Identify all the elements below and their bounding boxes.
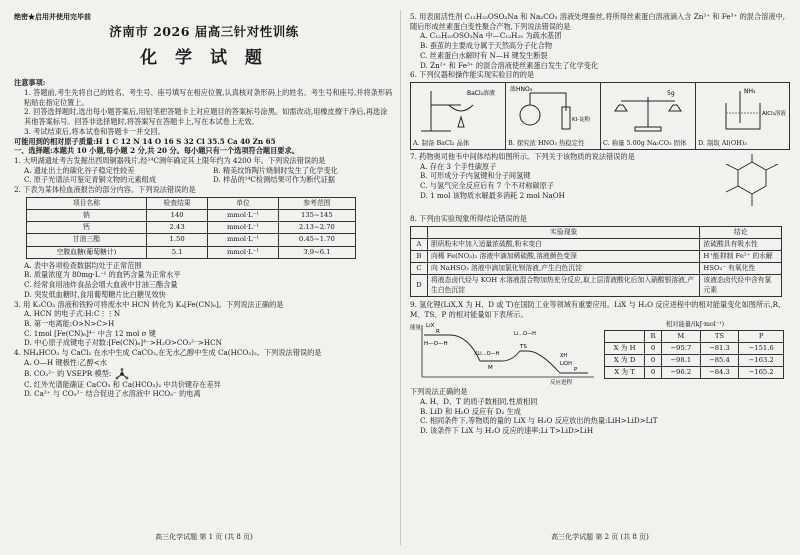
table-cell: 5.1 (146, 246, 207, 258)
table-cell: −163.2 (739, 355, 784, 367)
vsepr-trigonal-planar-icon (114, 368, 130, 380)
table-cell: 1.50 (146, 234, 207, 246)
q3-option-d: D. 中心原子成键电子对数:[Fe(CN)₆]⁴⁻>H₂O>CO₃²⁻>HCN (24, 338, 222, 348)
label-m: M (488, 365, 493, 372)
q5-option-a: A. C₁₂H₂₅OSO₃Na 中—C₁₂H₂₅ 为疏水基团 (420, 31, 562, 41)
q1-option-b: B. 精美纹饰陶片烧制时发生了化学变化 (213, 165, 338, 175)
table-cell: 向 NaHSO₃ 溶液中滴加氯化钡溶液,产生白色沉淀 (428, 263, 700, 275)
table-header: R (645, 330, 662, 342)
table-header: 单位 (208, 197, 278, 209)
table-cell: 该液态卤代烃中含有氯元素 (700, 275, 782, 296)
q9-stem: 9. 氢化锂(LiX,X 为 H、D 或 T)在国防工业等领域有重要应用。LiX 与 H₂O 反应进程中的相对能量变化如图所示,R、M、TS、P 的相对能量如下表所示。 (410, 299, 786, 319)
label-r: R (436, 329, 440, 336)
label-water: H—O—H (424, 341, 448, 348)
table-cell: 空腹血糖(葡萄糖计) (27, 246, 147, 258)
table-row (27, 210, 356, 222)
balance-icon (601, 83, 695, 135)
table-header: 检查结果 (146, 197, 207, 209)
confidential-mark: 绝密★启用并使用完毕前 (14, 12, 91, 21)
apparatus-c (601, 83, 696, 149)
page-2 (410, 12, 790, 542)
table-row (605, 342, 784, 354)
q2-option-a: A. 表中各项检查数据均处于正常范围 (24, 260, 142, 270)
table-row (605, 355, 784, 367)
q2-option-b: B. 质量浓度为 80mg·L⁻¹ 的血钙含量为正常水平 (24, 270, 181, 280)
table-cell: 0 (645, 342, 662, 354)
table-header-row (27, 197, 356, 209)
q1-option-c: C. 原子光谱法可鉴定青铜文物的元素组成 (24, 175, 157, 185)
q2-option-c: C. 经常食用油炸食品会增大血液中甘油三酯含量 (24, 280, 178, 290)
oseltamivir-intermediate-structure (708, 152, 786, 214)
table-cell: X 为 H (605, 342, 645, 354)
table-cell: 钠 (27, 210, 147, 222)
table-header: 参考范围 (278, 197, 355, 209)
table-cell: mmol·L⁻¹ (208, 210, 278, 222)
q5-option-b: B. 蚕茧的主要成分属于天然高分子化合物 (420, 41, 553, 51)
table-cell: mmol·L⁻¹ (208, 246, 278, 258)
label-lioh: LiOH (560, 361, 572, 368)
table-header-row (605, 330, 784, 342)
table-cell: −85.4 (700, 355, 739, 367)
q5-option-d: D. Zn²⁺ 和 Fe³⁺ 的混合溶液使丝素蛋白发生了化学变化 (420, 60, 599, 70)
table-cell: D (411, 275, 428, 296)
q1-option-d: D. 样品的¹⁴C检测结果可作为断代证据 (213, 175, 335, 185)
table-header (605, 330, 645, 342)
subject-title: 化 学 试 题 (140, 48, 268, 69)
table-cell: X 为 D (605, 355, 645, 367)
label-hno3: 浓HNO₃ (510, 86, 533, 94)
caption-a: A. 制备 BaCl₂ 晶体 (413, 139, 470, 148)
q9-prompt: 下列说法正确的是 (410, 387, 468, 397)
beaker-icon (696, 83, 790, 135)
table-cell: −98.1 (661, 355, 700, 367)
q9-options (410, 397, 790, 436)
q3-options (14, 309, 394, 348)
q3-option-c: C. 1mol [Fe(CN)₆]⁴⁻ 中含 12 mol σ 键 (24, 328, 156, 338)
table-row (411, 275, 782, 296)
table-cell: −96.2 (661, 367, 700, 379)
apparatus-b (506, 83, 601, 149)
table-cell: 甘油三酯 (27, 234, 147, 246)
table-row (605, 367, 784, 379)
table-cell: −81.3 (700, 342, 739, 354)
table-row (411, 238, 782, 250)
table-row (27, 234, 356, 246)
table-cell: HSO₃⁻ 有氧化性 (700, 263, 782, 275)
caption-b: B. 探究浓 HNO₃ 热稳定性 (508, 139, 585, 148)
table-header: 项目名称 (27, 197, 147, 209)
table-cell: C (411, 263, 428, 275)
q5-stem: 5. 用表面活性剂 C₁₂H₂₅OSO₃Na 和 Na₂CO₃ 溶液处理蚕丝,将所得丝素蛋白溶液滴入含 Zn²⁺ 和 Fe³⁺ 的混合溶液中,随后形成丝素蛋白变性聚合产物,下列说法错误的是 (410, 12, 785, 31)
q7-option-a: A. 存在 3 个手性碳原子 (420, 161, 497, 171)
notes-header: 注意事项: (14, 78, 46, 88)
blood-report-table (26, 197, 356, 259)
table-header: TS (700, 330, 739, 342)
q3-option-b: B. 第一电离能:O>N>C>H (24, 319, 115, 329)
label-ki-starch: KI-淀粉 (572, 117, 591, 124)
caption-d: D. 制取 Al(OH)₃ (698, 139, 747, 148)
energy-table-title: 相对能量/(kJ·mol⁻¹) (665, 321, 725, 329)
evaporating-dish-icon (411, 83, 505, 135)
label-lix: LiX (426, 323, 435, 330)
q6-stem: 6. 下列仪器和操作能实现实验目的的是 (410, 70, 535, 80)
relative-energy-block (604, 321, 786, 385)
q1-option-a: A. 遗址出土的碳化谷子稳定性较差 (24, 165, 135, 175)
page-2-footer: 高三化学试题 第 2 页 (共 8 页) (551, 532, 649, 541)
table-cell: A (411, 238, 428, 250)
q1-options (14, 166, 394, 185)
table-cell: 浓硫酸具有吸水性 (700, 238, 782, 250)
table-cell: −151.6 (739, 342, 784, 354)
label-xli-oh: XLi…O—H (474, 351, 500, 358)
page-1 (14, 12, 394, 542)
table-cell: 3.9~6.1 (278, 246, 355, 258)
q9-figure-area (410, 321, 790, 385)
table-cell: 向稀 Fe(NO₃)₂ 溶液中滴加稀硫酸,溶液颜色变深 (428, 251, 700, 263)
q7-option-c: C. 与氢气完全反应后有 7 个不对称碳原子 (420, 181, 554, 191)
q4-option-c: C. 红外光谱能确证 CaCO₃ 和 Ca(HCO₃)₂ 中共价键存在差异 (24, 379, 221, 389)
apparatus-d (696, 83, 790, 149)
energy-table (604, 330, 784, 380)
table-header: 实验现象 (428, 226, 700, 238)
q3-stem: 3. 用 K₂CO₃ 溶液和铁粉可将废水中 HCN 转化为 K₄[Fe(CN)₆]。下列说法正确的是 (14, 299, 284, 309)
table-row (411, 263, 782, 275)
label-bacl2: BaCl₂溶液 (467, 90, 496, 98)
note-3: 3. 考试结束后,将本试卷和答题卡一并交回。 (24, 126, 165, 136)
q4-option-a: A. O—H 键极性:乙醇<水 (24, 357, 107, 367)
label-nh3: NH₃ (744, 88, 756, 96)
table-cell: B (411, 251, 428, 263)
table-cell: 135~145 (278, 210, 355, 222)
q7-option-b: B. 可形成分子内氢键和分子间氢键 (420, 171, 531, 181)
table-cell: H⁺能抑制 Fe²⁺ 的水解 (700, 251, 782, 263)
flask-test-tube-icon (506, 83, 600, 135)
q3-option-a: A. HCN 的电子式:H:C⋮⋮N (24, 309, 121, 319)
table-cell: 钙 (27, 222, 147, 234)
page-divider (400, 10, 401, 545)
section-1-header: 一、选择题:本题共 10 小题,每小题 2 分,共 20 分。每小题只有一个选项符合题目要求。 (14, 146, 299, 156)
label-xh: XH (560, 353, 568, 360)
q9-option-d: D. 该条件下 LiX 与 H₂O 反应的速率:Li T>LiD>LiH (420, 426, 594, 436)
axis-energy-label: 能量 (410, 325, 422, 332)
table-row (27, 246, 356, 258)
q9-option-b: B. LiD 和 H₂O 反应有 D₂ 生成 (420, 406, 521, 416)
label-ts: TS (520, 344, 527, 351)
energy-profile-diagram (410, 321, 600, 385)
table-cell: 2.43 (146, 222, 207, 234)
q4-option-b-text: B. CO₃²⁻ 的 VSEPR 模型: (24, 368, 112, 378)
q4-option-b (24, 368, 394, 380)
table-cell: mmol·L⁻¹ (208, 222, 278, 234)
q2-option-d: D. 突发低血糖时,食用葡萄糖片比白糖见效快 (24, 289, 166, 299)
exam-title: 济南市 2026 届高三针对性训练 (109, 24, 299, 40)
note-2: 2. 回答选择题时,选出每小题答案后,用铅笔把答题卡上对应题目的答案标号涂黑。如需改动,用橡皮擦干净后,再选涂其他答案标号。回答非选择题时,将答案写在答题卡上,写在本试卷上无效。 (24, 107, 388, 127)
label-li-oh: Li…O—H (514, 331, 536, 338)
q5-option-c: C. 丝素蛋白水解时有 N—H 键发生断裂 (420, 50, 548, 60)
experiment-table (410, 226, 782, 297)
apparatus-figures (410, 82, 790, 150)
q4-stem: 4. NH₄HCO₃ 与 CaCl₂ 在水中生成 CaCO₃,在无水乙醇中生成 Ca(HCO₃)₂。下列说法错误的是 (14, 348, 322, 358)
q8-stem: 8. 下列由实验现象所得结论错误的是 (410, 214, 527, 224)
label-alcl3: AlCl₃溶液 (762, 111, 786, 118)
q9-option-a: A. H、D、T 的质子数相同,性质相同 (420, 396, 538, 406)
table-cell: −165.2 (739, 367, 784, 379)
table-cell: 0.45~1.70 (278, 234, 355, 246)
table-header: M (661, 330, 700, 342)
label-p: P (574, 367, 578, 374)
table-row (411, 251, 782, 263)
atomic-masses: 可能用到的相对原子质量:H 1 C 12 N 14 O 16 S 32 Cl 35.5 Ca 40 Zn 65 (14, 136, 276, 146)
axis-progress-label: 反应进程 (550, 380, 573, 386)
table-header: 结论 (700, 226, 782, 238)
table-cell: 胆矾粉末中加入适量浓硫酸,粉末变白 (428, 238, 700, 250)
label-5g: 5g (667, 90, 675, 98)
q2-stem: 2. 下表为某体检血液报告的部分内容。下列说法错误的是 (14, 185, 196, 195)
table-cell: −95.7 (661, 342, 700, 354)
table-cell: 将液态卤代烃与 KOH 水溶液混合物加热充分反应,取上层清液酸化后加入硝酸银溶液,产生白色沉淀 (428, 275, 700, 296)
page-1-footer: 高三化学试题 第 1 页 (共 8 页) (155, 532, 253, 541)
q7-option-d: D. 1 mol 该物质水解最多消耗 2 mol NaOH (420, 190, 565, 200)
table-header (411, 226, 428, 238)
q9-option-c: C. 相同条件下,等物质的量的 LiX 与 H₂O 反应放出的热量:LiH>LiD>LiT (420, 416, 658, 426)
caption-c: C. 称量 5.00g Na₂CO₃ 固体 (603, 139, 687, 148)
table-header-row (411, 226, 782, 238)
table-cell: 2.13~2.70 (278, 222, 355, 234)
apparatus-a (411, 83, 506, 149)
q7-stem: 7. 药物奥司他韦中间体结构如图所示。下列关于该物质的说法错误的是 (410, 152, 635, 162)
q1-stem: 1. 大明湖遗址考古发掘出西周铜器残片,经¹⁴C测年确定其上限年约为 4200 年。下列说法错误的是 (14, 156, 326, 165)
table-cell: 0 (645, 367, 662, 379)
table-cell: 140 (146, 210, 207, 222)
table-row (27, 222, 356, 234)
q2-options (14, 261, 394, 300)
table-header: P (739, 330, 784, 342)
table-cell: 0 (645, 355, 662, 367)
table-cell: mmol·L⁻¹ (208, 234, 278, 246)
q4-option-d: D. Ca²⁺ 与 CO₃²⁻ 结合促进了水溶液中 HCO₃⁻ 的电离 (24, 389, 201, 399)
note-1: 1. 答题前,考生先将自己的姓名、考生号、座号填写在相应位置,认真核对条形码上的姓名、考生号和座号,并将条形码粘贴在指定位置上。 (24, 87, 393, 107)
table-cell: X 为 T (605, 367, 645, 379)
table-cell: −84.3 (700, 367, 739, 379)
q4-options (14, 358, 394, 399)
q5-options (410, 31, 790, 70)
